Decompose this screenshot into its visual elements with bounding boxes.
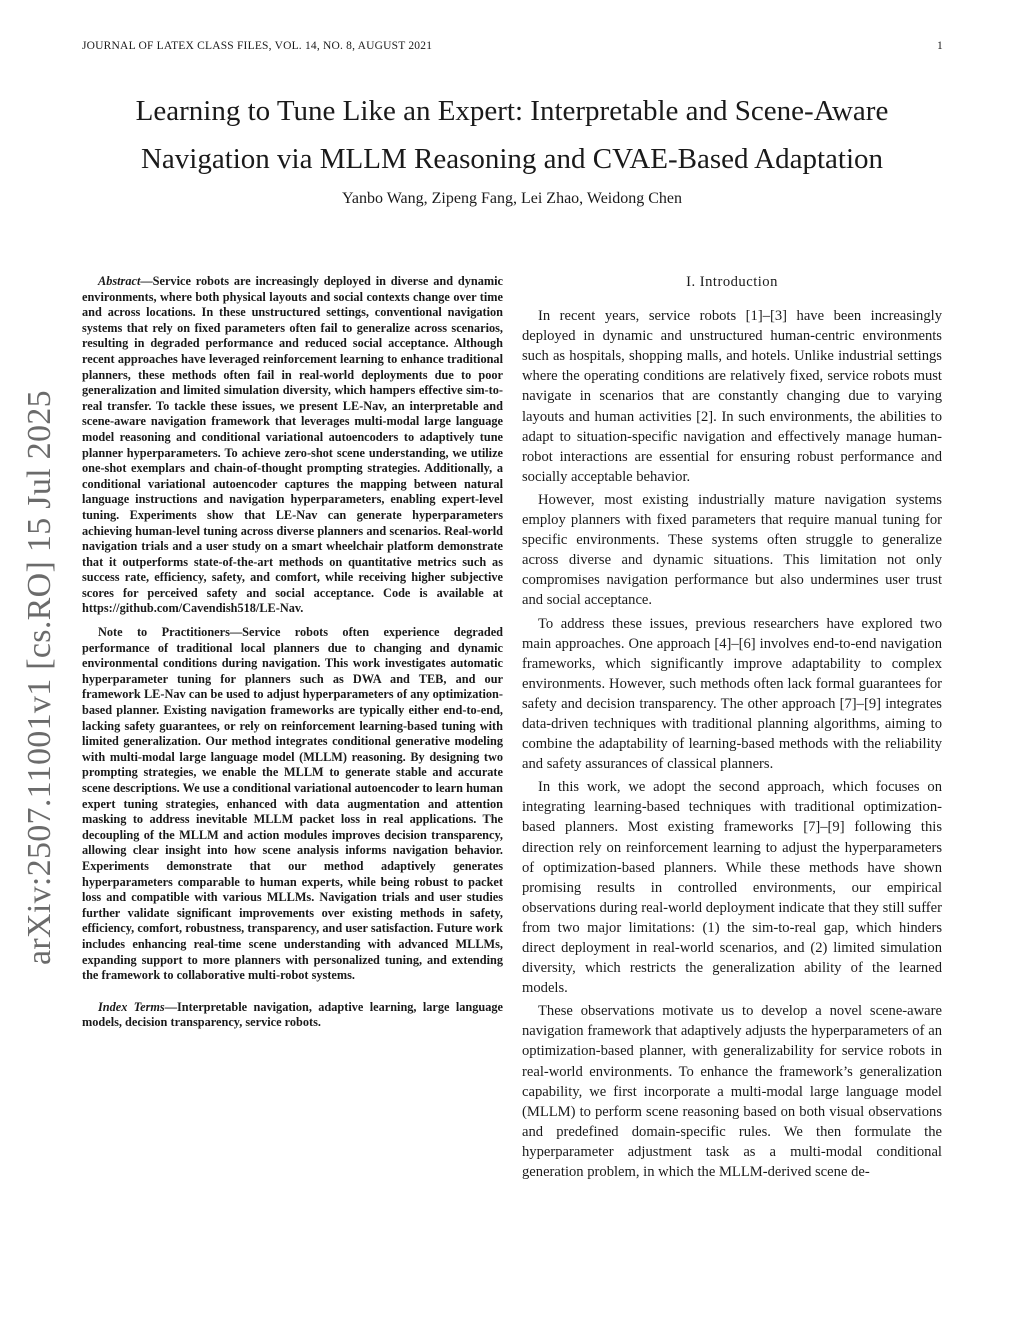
intro-paragraph: These observations motivate us to develop a novel scene-aware navigation framework that adaptively adjusts the hyperparameters of an optimization-based planner, with generalizability for service robots in real-world environments. To enhance the framework’s generalization capability, we first incorporate a multi-modal large language model (MLLM) to perform scene reasoning based on both visual observations and predefined domain-specific rules. We then formulate the hyperparameter adjustment task as a multi-modal conditional generation problem, in which the MLLM-derived scene de- (522, 1003, 942, 1181)
index-terms-label: Index Terms (98, 999, 165, 1014)
left-column (82, 274, 503, 1031)
practitioners-note: Note to Practitioners—Service robots often experience degraded performance of traditional local planners due to changing and dynamic environmental conditions during navigation. This work investigates automatic hyperparameter tuning for planners such as DWA and TEB, and our framework LE-Nav can be used to adjust hyperparameters of any optimization-based planner. Existing navigation frameworks are typically either end-to-end, lacking safety guarantees, or rely on reinforcement learning-based tuning with limited generalization. Our method integrates conditional generative modeling with multi-modal large language model (MLLM) reasoning. By designing two prompting strategies, we enable the MLLM to generate stable and accurate scene descriptions. We use a conditional variational autoencoder to learn human expert tuning strategies, enhanced with data augmentation and attention masking to address inevitable MLLM packet loss in real applications. The decoupling of the MLLM and action modules improves decision transparency, allowing clear insight into how scene analysis informs navigation behavior. Experiments demonstrate that our method adaptively generates hyperparameters comparable to human experts, while being robust to packet loss and compatible with various MLLMs. Navigation trials and user studies further validate significant improvements over existing methods in safety, efficiency, comfort, robustness, transparency, and user satisfaction. Future work includes enhancing real-time scene understanding with advanced MLLMs, expanding support to more planners with personalized tuning, and extending the framework to collaborative multi-robot systems. (82, 625, 503, 983)
section-heading-introduction: I. Introduction (686, 274, 778, 290)
intro-paragraph: To address these issues, previous researchers have explored two main approaches. One approach [4]–[6] involves end-to-end navigation frameworks, which significantly improve adaptability to complex environments. However, such methods often lack formal guarantees for safety and decision transparency. The other approach [7]–[9] integrates data-driven techniques with traditional planning algorithms, aiming to combine the adaptability of learning-based methods with the reliability and safety assurances of classical planners. (522, 615, 942, 773)
intro-paragraph: In recent years, service robots [1]–[3] have been increasingly deployed in dynamic and unstructured human-centric environments such as hospitals, shopping malls, and hotels. Unlike industrial settings where the operating conditions are relatively fixed, service robots must navigate in scenarios that are constantly changing due to varying layouts and human activities [2]. In such environments, the abilities to adapt to situation-specific navigation and effectively manage human-robot interactions are essential for ensuring robust performance and socially acceptable behavior. (522, 308, 942, 485)
intro-paragraph: In this work, we adopt the second approach, which focuses on integrating learning-based techniques with traditional optimization-based planners. Most existing frameworks [7]–[9] following this direction rely on reinforcement learning to adjust the hyperparameters of optimization-based planners. While these methods have shown promising results in controlled environments, our empirical observations during real-world deployment indicate that they still suffer from two major limitations: (1) the sim-to-real gap, which hinders direct deployment in real-world scenarios, and (2) limited simulation diversity, which restricts the generalization ability of the learned models. (522, 779, 942, 997)
right-column (522, 272, 942, 1182)
title-line-2: Navigation via MLLM Reasoning and CVAE-Based Adaptation (140, 143, 884, 175)
abstract (82, 274, 503, 617)
index-terms-text: —Interpretable navigation, adaptive learning, large language models, decision transparency, service robots. (82, 999, 503, 1030)
page-number: 1 (937, 40, 943, 52)
author-list: Yanbo Wang, Zipeng Fang, Lei Zhao, Weidong Chen (341, 190, 683, 207)
paper-title (40, 87, 984, 183)
running-header: JOURNAL OF LATEX CLASS FILES, VOL. 14, NO. 8, AUGUST 2021 (82, 40, 433, 52)
index-terms (82, 1000, 503, 1031)
abstract-text: —Service robots are increasingly deployed in diverse and dynamic environments, where both physical layouts and social contexts change over time and across locations. In these unstructured settings, conventional navigation systems that rely on fixed parameters often fail to generalize across scenarios, resulting in degraded performance and reduced social acceptance. Although recent approaches have leveraged reinforcement learning to enhance traditional planners, these methods often fail in real-world deployments due to poor generalization and limited simulation diversity, which hampers effective sim-to-real transfer. To tackle these issues, we present LE-Nav, an interpretable and scene-aware navigation framework that leverages multi-modal large language model reasoning and conditional variational autoencoders to adaptively tune planner hyperparameters. To achieve zero-shot scene understanding, we utilize one-shot exemplars and chain-of-thought prompting strategies. Additionally, a conditional variational autoencoder captures the mapping between natural language instructions and navigation hyperparameters, enabling expert-level tuning. Experiments show that LE-Nav can generate hyperparameters achieving human-level tuning across diverse planners and scenarios. Real-world navigation trials and a user study on a smart wheelchair platform demonstrate that it outperforms state-of-the-art methods on quantitative metrics such as success rate, efficiency, safety, and comfort, while receiving higher subjective scores for perceived safety and social acceptance. Code is available at https://github.com/Cavendish518/LE-Nav. (82, 274, 503, 616)
intro-paragraph: However, most existing industrially mature navigation systems employ planners with fixed parameters that require manual tuning for specific environments. These systems often struggle to generalize across diverse and dynamic situations. This limitation not only compromises navigation performance but also undermines user trust and social acceptance. (522, 491, 942, 609)
title-line-1: Learning to Tune Like an Expert: Interpretable and Scene-Aware (135, 95, 889, 127)
abstract-label: Abstract (98, 274, 141, 288)
arxiv-stamp: arXiv:2507.11001v1 [cs.RO] 15 Jul 2025 (21, 390, 58, 965)
